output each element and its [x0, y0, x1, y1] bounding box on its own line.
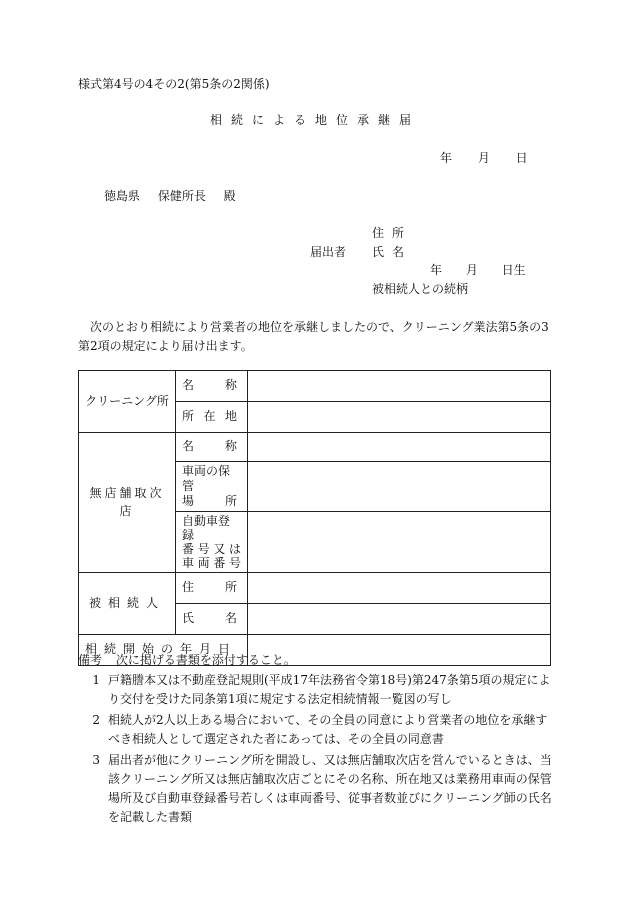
recipient: 徳島県 保健所長 殿	[104, 189, 236, 203]
applicant-address-label: 住所	[372, 226, 413, 240]
applicant-name-label: 氏名	[372, 245, 413, 259]
form-table	[78, 370, 551, 666]
form-number: 様式第4号の4その2(第5条の2関係)	[78, 77, 270, 91]
cleaning-shop-name-field[interactable]	[248, 371, 551, 402]
no-store-name-label: 名 称	[176, 433, 248, 462]
page-title: 相続による地位承継届	[209, 113, 420, 127]
applicant-relation-label: 被相続人との続柄	[372, 282, 469, 296]
note-item	[78, 711, 556, 749]
decedent-address-label: 住 所	[176, 573, 248, 604]
decedent-address-field[interactable]	[248, 573, 551, 604]
cleaning-shop-location-field[interactable]	[248, 402, 551, 433]
note-text: 戸籍謄本又は不動産登記規則(平成17年法務省令第18号)第247条第5項の規定により交付を受けた同条第1項に規定する法定相続情報一覧図の写し	[108, 673, 551, 707]
inheritance-start-date-label: 相続開始の年月日	[79, 635, 248, 666]
decedent-name-label: 氏 名	[176, 604, 248, 635]
applicant-birth-label: 年 月 日生	[430, 263, 526, 277]
cleaning-shop-location-label: 所 在 地	[176, 402, 248, 433]
note-number: 3	[92, 753, 100, 768]
note-item	[78, 671, 556, 709]
table-row	[79, 371, 551, 402]
note-number: 2	[92, 713, 100, 728]
no-store-name-field[interactable]	[248, 433, 551, 462]
note-number: 1	[92, 673, 100, 688]
decedent-name-field[interactable]	[248, 604, 551, 635]
intro-paragraph: 次のとおり相続により営業者の地位を承継しましたので、クリーニング業法第5条の3第2項の規定により届け出ます。	[78, 320, 549, 353]
cleaning-shop-name-label: 名 称	[176, 371, 248, 402]
applicant-label: 届出者	[310, 245, 347, 259]
car-registration-field[interactable]	[248, 512, 551, 573]
notes-section	[78, 652, 556, 827]
table-row	[79, 433, 551, 462]
notes-heading: 備考 次に掲げる書類を添付すること。	[78, 653, 296, 667]
note-text: 相続人が2人以上ある場合において、その全員の同意により営業者の地位を承継すべき相続人として選定された者にあっては、その全員の同意書	[108, 713, 548, 747]
car-registration-label: 自動車登録 番号又は 車両番号	[176, 512, 248, 573]
table-row	[79, 573, 551, 604]
vehicle-storage-field[interactable]	[248, 462, 551, 512]
date-line: 年 月 日	[440, 151, 528, 165]
no-store-group-label: 無店舗取次店	[79, 433, 176, 573]
note-item	[78, 751, 556, 827]
vehicle-storage-label: 車両の保管 場 所	[176, 462, 248, 512]
note-text: 届出者が他にクリーニング所を開設し、又は無店舗取次店を営んでいるときは、当該クリーニング所又は無店舗取次店ごとにその名称、所在地又は業務用車両の保管場所及び自動車登録番号若しくは車両番号、従事者数並びにクリーニング師の氏名を記載した書類	[108, 753, 552, 825]
decedent-group-label: 被相続人	[79, 573, 176, 635]
cleaning-shop-group-label: クリーニング所	[79, 371, 176, 433]
